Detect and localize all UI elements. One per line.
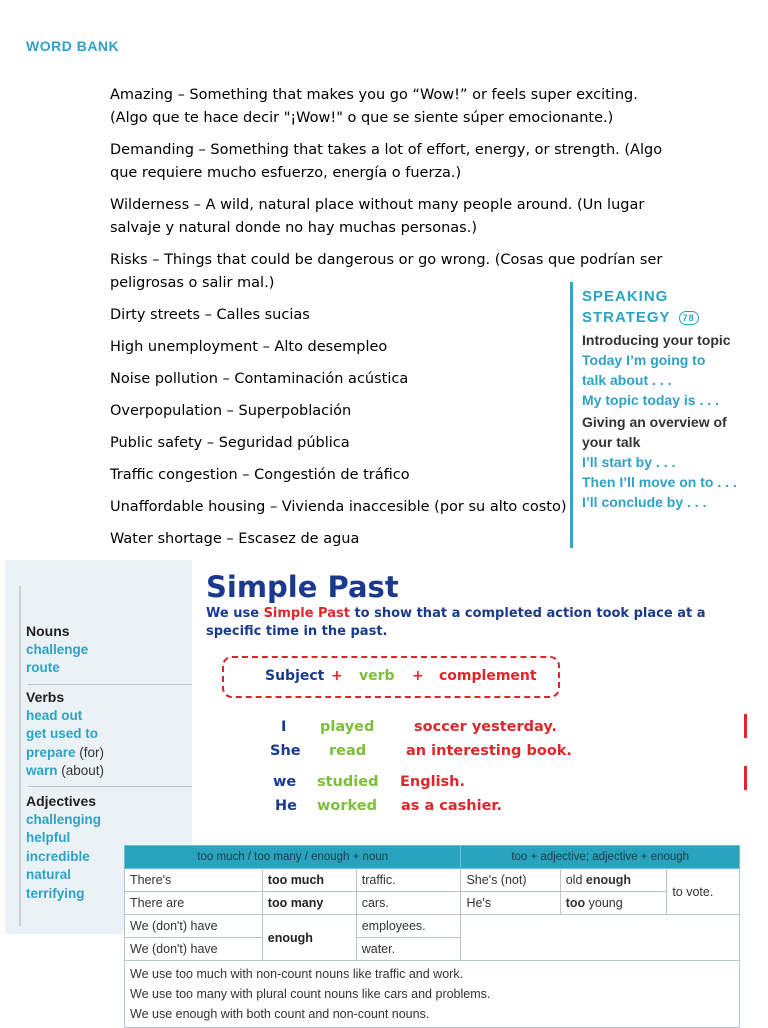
vocab-item: Unaffordable housing – Vivienda inaccesible (por su alto costo) [110, 499, 567, 515]
word-item: natural [26, 867, 72, 882]
note-line: We use too many with plural count nouns like cars and problems. [130, 987, 491, 1001]
word-item: prepare (for) [26, 744, 105, 760]
grammar-table [124, 845, 740, 1028]
formula-box [222, 656, 560, 698]
section-heading: Giving an overview of your talk [582, 414, 727, 450]
vocab-item: Water shortage – Escasez de agua [110, 531, 360, 547]
wordbank-border [19, 586, 21, 926]
word-item: challenge [26, 641, 89, 657]
vocab-item: High unemployment – Alto desempleo [110, 339, 388, 355]
accent-bar [570, 282, 573, 548]
adjectives-section [26, 792, 101, 903]
note-line: We use enough with both count and non-count nouns. [130, 1007, 430, 1021]
vocab-item: Wilderness – A wild, natural place without many people around. (Un lugar salvaje y natural donde no hay muchas personas.) [110, 197, 645, 236]
vocab-item: Noise pollution – Contaminación acústica [110, 371, 409, 387]
example-complement: English. [400, 774, 466, 790]
word-item: get used to [26, 726, 99, 741]
word-item: terrifying [26, 885, 85, 901]
example-verb: read [329, 743, 367, 759]
table-header: too much / too many / enough + noun [125, 846, 461, 869]
table-cell: old enough [560, 869, 667, 892]
strategy-title: STRATEGY 78 [582, 307, 747, 328]
vocab-item: Public safety – Seguridad pública [110, 435, 350, 451]
table-cell: enough [262, 915, 356, 961]
table-cell: We (don't) have [125, 915, 263, 938]
formula-complement: complement [439, 668, 537, 684]
word-item: route [26, 660, 60, 675]
word-item: head out [26, 707, 83, 723]
formula-subject: Subject [265, 668, 325, 684]
word-item: challenging [26, 811, 102, 827]
table-cell: He's [461, 892, 560, 915]
table-notes-row [125, 961, 740, 1028]
table-cell: There's [125, 869, 263, 892]
example-complement: soccer yesterday. [414, 719, 557, 735]
table-row [125, 869, 740, 892]
phrase: My topic today is . . . [582, 392, 719, 408]
vocab-item: Overpopulation – Superpoblación [110, 403, 352, 419]
table-cell: water. [356, 938, 461, 961]
nouns-heading: Nouns [26, 623, 70, 639]
vocab-item: Risks – Things that could be dangerous or go wrong. (Cosas que podrían ser peligrosas o salir mal.) [110, 252, 663, 291]
vocab-item: Dirty streets – Calles sucias [110, 307, 310, 323]
word-item: helpful [26, 830, 71, 845]
phrase: Then I’ll move on to . . . [582, 474, 737, 490]
table-cell: too much [262, 869, 356, 892]
simple-past-title: Simple Past [206, 570, 399, 604]
table-cell: cars. [356, 892, 461, 915]
example-complement: as a cashier. [401, 798, 503, 814]
vocab-item: Amazing – Something that makes you go “Wow!” or feels super exciting. (Algo que te hace decir "¡Wow!" o que se siente súper emocionante.) [110, 87, 638, 126]
word-bank-title: WORD BANK [26, 38, 120, 54]
table-header-row [125, 846, 740, 869]
table-cell: too young [560, 892, 667, 915]
section-heading: Introducing your topic [582, 332, 731, 348]
example-verb: studied [317, 774, 379, 790]
audio-track-badge: 78 [679, 311, 699, 325]
table-notes [125, 961, 740, 1028]
speaking-strategy-box [568, 278, 768, 548]
table-row [125, 915, 740, 938]
formula-plus: + [412, 668, 424, 684]
red-edge-mark [744, 766, 747, 790]
table-cell: traffic. [356, 869, 461, 892]
note-line: We use too much with non-count nouns like traffic and work. [130, 967, 464, 981]
nouns-section [26, 622, 88, 678]
table-cell: too many [262, 892, 356, 915]
formula-plus: + [331, 668, 343, 684]
example-subject: She [270, 743, 301, 759]
example-verb: worked [317, 798, 377, 814]
word-item: incredible [26, 848, 90, 864]
table-row [125, 892, 740, 915]
example-subject: we [273, 774, 297, 790]
phrase: I’ll start by . . . [582, 454, 676, 470]
table-cell: She's (not) [461, 869, 560, 892]
table-cell [461, 915, 740, 961]
phrase: I’ll conclude by . . . [582, 494, 707, 510]
divider [28, 786, 195, 787]
table-cell: There are [125, 892, 263, 915]
phrase: Today I’m going to [582, 352, 706, 368]
vocab-item: Demanding – Something that takes a lot of effort, energy, or strength. (Algo que requiere mucho esfuerzo, energía o fuerza.) [110, 142, 663, 181]
example-subject: He [275, 798, 297, 814]
speaking-title: SPEAKING [582, 288, 669, 305]
verbs-heading: Verbs [26, 689, 65, 705]
table-cell: employees. [356, 915, 461, 938]
adjectives-heading: Adjectives [26, 793, 97, 809]
example-subject: I [281, 719, 287, 735]
example-complement: an interesting book. [406, 743, 572, 759]
divider [28, 684, 195, 685]
vocab-item: Traffic congestion – Congestión de tráfico [110, 467, 410, 483]
red-edge-mark [744, 714, 747, 738]
table-cell: We (don't) have [125, 938, 263, 961]
example-verb: played [320, 719, 375, 735]
phrase: talk about . . . [582, 372, 672, 388]
table-header: too + adjective; adjective + enough [461, 846, 740, 869]
formula-verb: verb [359, 668, 395, 684]
word-item: warn (about) [26, 763, 105, 778]
table-cell: to vote. [667, 869, 740, 915]
verbs-section [26, 688, 104, 781]
simple-past-description: We use Simple Past to show that a completed action took place at a specific time in the past. [206, 606, 706, 639]
